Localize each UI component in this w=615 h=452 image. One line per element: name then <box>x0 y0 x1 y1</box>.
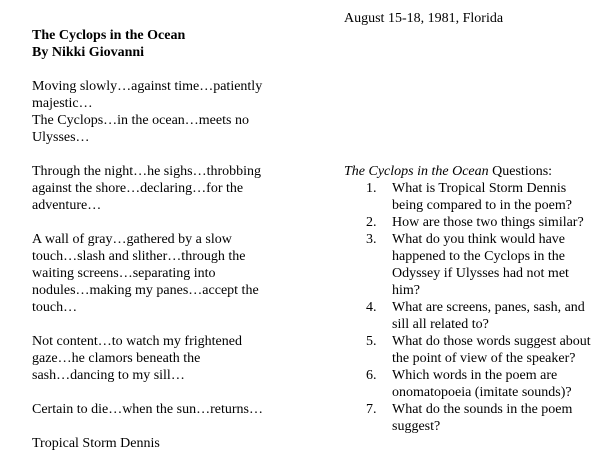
stanza-6 <box>32 435 294 452</box>
stanza-3 <box>32 231 294 316</box>
question-number: 7. <box>366 402 377 417</box>
question-item <box>344 214 606 231</box>
stanza-2 <box>32 163 294 214</box>
question-item <box>344 401 606 435</box>
poem-line: Moving slowly…against time…patiently <box>32 79 263 94</box>
poem-line: touch…slash and slither…through the <box>32 249 246 264</box>
question-line: him? <box>392 283 420 298</box>
question-line: being compared to in the poem? <box>392 198 572 213</box>
poem-line: majestic… <box>32 96 93 111</box>
poem-line: nodules…making my panes…accept the <box>32 283 259 298</box>
question-number: 5. <box>366 334 377 349</box>
question-number: 6. <box>366 368 377 383</box>
question-number: 2. <box>366 215 377 230</box>
questions-list <box>344 180 606 435</box>
question-line: What do you think would have <box>392 232 566 247</box>
question-line: What do those words suggest about <box>392 334 591 349</box>
questions-heading <box>344 163 606 180</box>
questions-heading-title: The Cyclops in the Ocean <box>344 164 489 179</box>
question-item <box>344 180 606 214</box>
poem-column <box>32 27 294 452</box>
stanza-1 <box>32 78 294 146</box>
date-line: August 15-18, 1981, Florida <box>344 11 504 26</box>
poem-line: Not content…to watch my frightened <box>32 334 242 349</box>
question-line: happened to the Cyclops in the <box>392 249 566 264</box>
questions-heading-suffix: Questions: <box>488 164 553 179</box>
poem-line: The Cyclops…in the ocean…meets no <box>32 113 249 128</box>
poem-line: touch… <box>32 300 78 315</box>
poem-line: waiting screens…separating into <box>32 266 216 281</box>
stanza-4 <box>32 333 294 384</box>
poem-line: sash…dancing to my sill… <box>32 368 185 383</box>
question-line: the point of view of the speaker? <box>392 351 576 366</box>
question-number: 4. <box>366 300 377 315</box>
question-line: What are screens, panes, sash, and <box>392 300 585 315</box>
question-number: 3. <box>366 232 377 247</box>
poem-line: Ulysses… <box>32 130 90 145</box>
poem-line: against the shore…declaring…for the <box>32 181 244 196</box>
poem-line: Through the night…he sighs…throbbing <box>32 164 262 179</box>
poem-line: Tropical Storm Dennis <box>32 436 160 451</box>
questions-column <box>344 10 606 435</box>
question-item <box>344 367 606 401</box>
question-line: Which words in the poem are <box>392 368 558 383</box>
question-number: 1. <box>366 181 377 196</box>
question-line: sill all related to? <box>392 317 489 332</box>
question-line: suggest? <box>392 419 441 434</box>
poem-line: adventure… <box>32 198 102 213</box>
poem-line: Certain to die…when the sun…returns… <box>32 402 263 417</box>
poem-line: A wall of gray…gathered by a slow <box>32 232 232 247</box>
question-line: Odyssey if Ulysses had not met <box>392 266 569 281</box>
question-line: What is Tropical Storm Dennis <box>392 181 567 196</box>
stanza-5 <box>32 401 294 418</box>
question-line: How are those two things similar? <box>392 215 584 230</box>
poem-author: By Nikki Giovanni <box>32 45 145 60</box>
question-line: onomatopoeia (imitate sounds)? <box>392 385 572 400</box>
question-line: What do the sounds in the poem <box>392 402 573 417</box>
poem-title: The Cyclops in the Ocean <box>32 28 186 43</box>
question-item <box>344 299 606 333</box>
question-item <box>344 333 606 367</box>
question-item <box>344 231 606 299</box>
poem-line: gaze…he clamors beneath the <box>32 351 201 366</box>
